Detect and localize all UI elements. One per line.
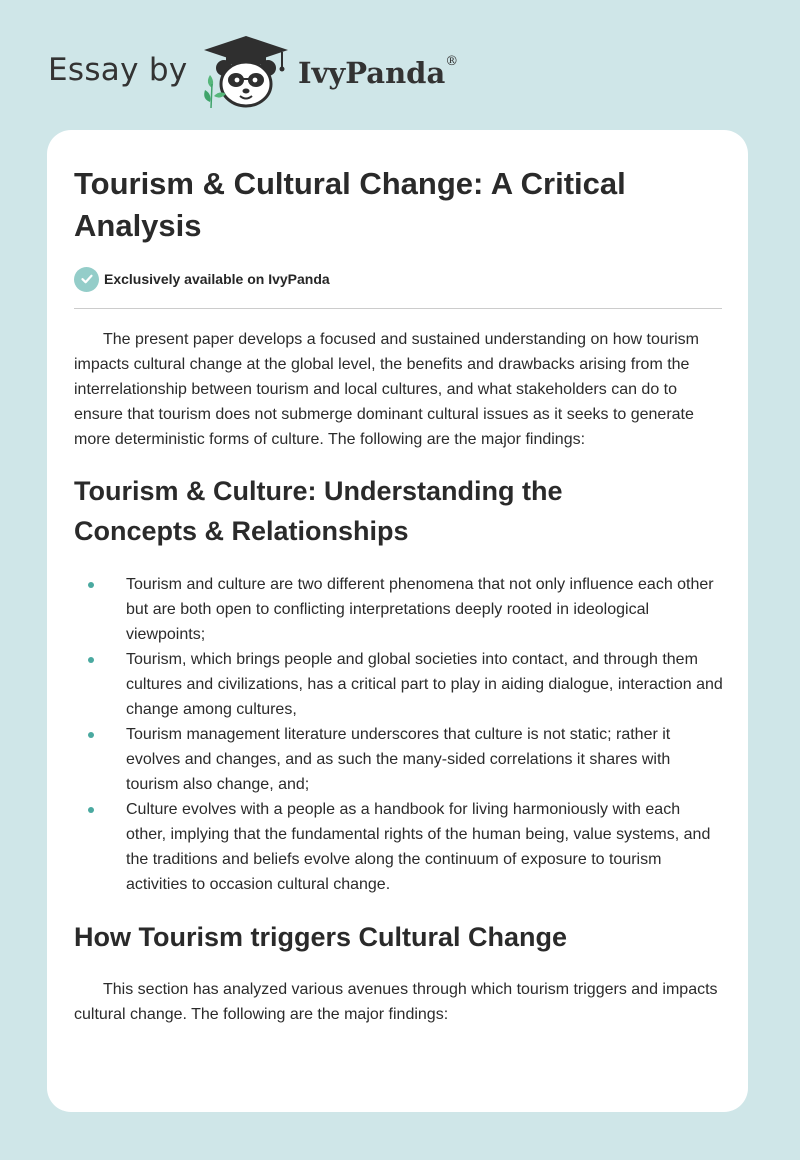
list-item <box>74 722 724 797</box>
section-paragraph: This section has analyzed various avenues through which tourism triggers and impacts cultural change. The following are the major findings: <box>74 981 718 1023</box>
checkmark-icon <box>74 267 99 292</box>
list-item <box>74 647 724 722</box>
essay-card <box>47 130 748 1112</box>
brand-name[interactable] <box>298 56 458 90</box>
section-heading-triggers: How Tourism triggers Cultural Change <box>74 922 568 952</box>
intro-paragraph: The present paper develops a focused and sustained understanding on how tourism impacts cultural change at the global level, the benefits and drawbacks arising from the interrelationship between tourism and local cultures, and what stakeholders can do to ensure that tourism does not submerge dominant cultural issues as it seeks to generate more deterministic forms of culture. The following are the major findings: <box>74 331 699 448</box>
list-item-text: Tourism and culture are two different phenomena that not only influence each other but are both open to conflicting interpretations deeply rooted in ideological viewpoints; <box>126 576 714 643</box>
essay-title: Tourism & Cultural Change: A Critical Analysis <box>74 166 626 243</box>
list-item-text: Culture evolves with a people as a handbook for living harmoniously with each other, implying that the fundamental rights of the human being, value systems, and the traditions and beliefs evolve along the continuum of exposure to tourism activities to occasion cultural change. <box>126 801 711 893</box>
brand-label: IvyPanda <box>298 56 446 90</box>
ivypanda-logo[interactable] <box>200 34 292 110</box>
registered-mark: ® <box>445 54 459 69</box>
list-item-text: Tourism, which brings people and global societies into contact, and through them cultures and civilizations, has a critical part to play in aiding dialogue, interaction and change among cultures, <box>126 651 723 718</box>
bullet-dot-icon <box>88 807 94 813</box>
section-heading-concepts: Tourism & Culture: Understanding the Concepts & Relationships <box>74 476 563 546</box>
bullet-dot-icon <box>88 582 94 588</box>
title-divider <box>74 308 722 309</box>
bullet-dot-icon <box>88 732 94 738</box>
panda-logo-icon <box>200 34 292 110</box>
list-item <box>74 572 724 647</box>
findings-list <box>74 572 722 897</box>
exclusive-badge-label: Exclusively available on IvyPanda <box>104 271 330 287</box>
essay-by-label: Essay by <box>48 52 188 88</box>
site-header <box>48 34 548 110</box>
bullet-dot-icon <box>88 657 94 663</box>
exclusive-badge <box>74 265 722 293</box>
list-item-text: Tourism management literature underscores that culture is not static; rather it evolves and changes, and as such the many-sided correlations it shares with tourism also change, and; <box>126 726 671 793</box>
list-item <box>74 797 724 897</box>
